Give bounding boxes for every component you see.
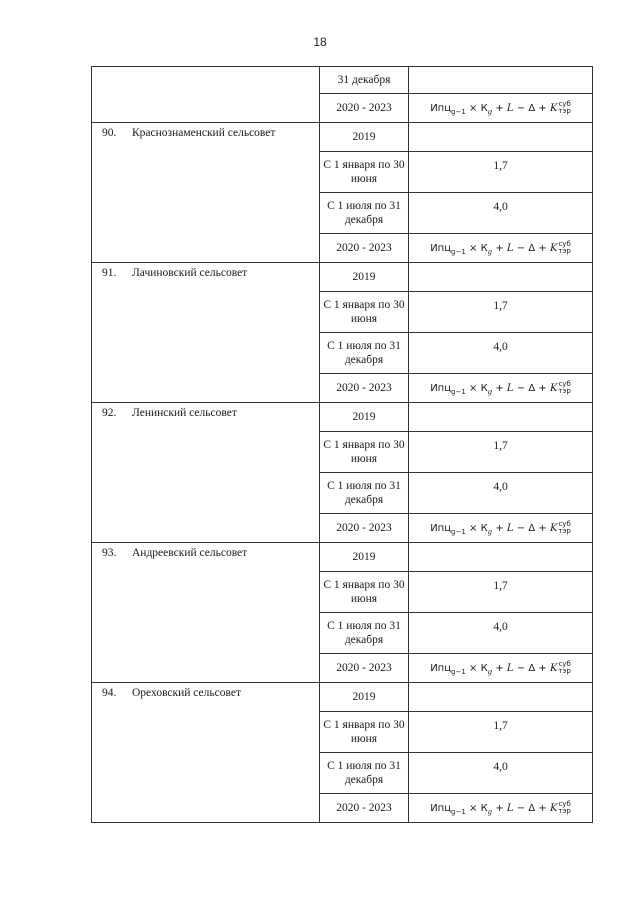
period-cell: 2020 - 2023	[320, 514, 409, 543]
value-cell	[409, 263, 593, 292]
value-cell	[409, 543, 593, 572]
period-cell: 2019	[320, 123, 409, 152]
value-cell: 4,0	[409, 473, 593, 514]
settlement-name: Ореховский сельсовет	[132, 687, 241, 699]
value-cell: 4,0	[409, 753, 593, 794]
settlement-cell	[92, 683, 320, 823]
table-row	[92, 403, 593, 432]
period-cell: С 1 января по 30 июня	[320, 152, 409, 193]
period-cell: 2019	[320, 683, 409, 712]
value-cell	[409, 403, 593, 432]
period-cell: С 1 июля по 31 декабря	[320, 193, 409, 234]
value-cell	[409, 654, 593, 683]
value-cell: 4,0	[409, 193, 593, 234]
table-row	[92, 123, 593, 152]
period-cell: 2019	[320, 403, 409, 432]
period-cell: С 1 января по 30 июня	[320, 712, 409, 753]
period-cell: 2020 - 2023	[320, 94, 409, 123]
settlement-name: Краснознаменский сельсовет	[132, 127, 276, 139]
value-cell	[409, 683, 593, 712]
settlement-name: Андреевский сельсовет	[132, 547, 248, 559]
period-cell: С 1 июля по 31 декабря	[320, 613, 409, 654]
tariff-formula: $Ипц_{g-1} \times К_g + L - \Delta + K$ суб тэр	[430, 659, 571, 676]
period-cell: С 1 января по 30 июня	[320, 432, 409, 473]
period-cell: 31 декабря	[320, 67, 409, 94]
value-cell: 4,0	[409, 613, 593, 654]
period-cell: 2020 - 2023	[320, 794, 409, 823]
period-cell: С 1 января по 30 июня	[320, 292, 409, 333]
table-row	[92, 67, 593, 94]
tariff-formula: $Ипц_{g-1} \times К_g + L - \Delta + K$ суб тэр	[430, 519, 571, 536]
value-cell: 1,7	[409, 712, 593, 753]
entry-number: 92.	[102, 407, 117, 419]
settlement-cell	[92, 543, 320, 683]
period-cell: С 1 июля по 31 декабря	[320, 473, 409, 514]
value-cell	[409, 794, 593, 823]
entry-number: 91.	[102, 267, 117, 279]
period-cell: 2019	[320, 263, 409, 292]
page-number: 18	[313, 35, 327, 49]
entry-number: 90.	[102, 127, 117, 139]
table-row	[92, 543, 593, 572]
value-cell	[409, 514, 593, 543]
period-cell: 2019	[320, 543, 409, 572]
period-cell: С 1 июля по 31 декабря	[320, 753, 409, 794]
value-cell	[409, 67, 593, 94]
value-cell: 1,7	[409, 292, 593, 333]
entry-number: 93.	[102, 547, 117, 559]
value-cell	[409, 374, 593, 403]
value-cell: 4,0	[409, 333, 593, 374]
settlement-name: Лачиновский сельсовет	[132, 267, 248, 279]
tariff-formula: $Ипц_{g-1} \times К_g + L - \Delta + K$ суб тэр	[430, 799, 571, 816]
settlement-cell	[92, 403, 320, 543]
value-cell: 1,7	[409, 152, 593, 193]
tariff-formula: $Ипц_{g-1} \times К_g + L - \Delta + K$ суб тэр	[430, 99, 571, 116]
entry-number: 94.	[102, 687, 117, 699]
period-cell: 2020 - 2023	[320, 234, 409, 263]
value-cell: 1,7	[409, 432, 593, 473]
value-cell: 1,7	[409, 572, 593, 613]
table-row	[92, 683, 593, 712]
tariff-table	[91, 66, 593, 823]
period-cell: 2020 - 2023	[320, 374, 409, 403]
table-row	[92, 263, 593, 292]
settlement-cell	[92, 263, 320, 403]
period-cell: 2020 - 2023	[320, 654, 409, 683]
value-cell	[409, 94, 593, 123]
value-cell	[409, 234, 593, 263]
period-cell: С 1 января по 30 июня	[320, 572, 409, 613]
continuation-name-cell	[92, 67, 320, 123]
value-cell	[409, 123, 593, 152]
settlement-name: Ленинский сельсовет	[132, 407, 237, 419]
period-cell: С 1 июля по 31 декабря	[320, 333, 409, 374]
tariff-formula: $Ипц_{g-1} \times К_g + L - \Delta + K$ суб тэр	[430, 379, 571, 396]
tariff-formula: $Ипц_{g-1} \times К_g + L - \Delta + K$ суб тэр	[430, 239, 571, 256]
settlement-cell	[92, 123, 320, 263]
